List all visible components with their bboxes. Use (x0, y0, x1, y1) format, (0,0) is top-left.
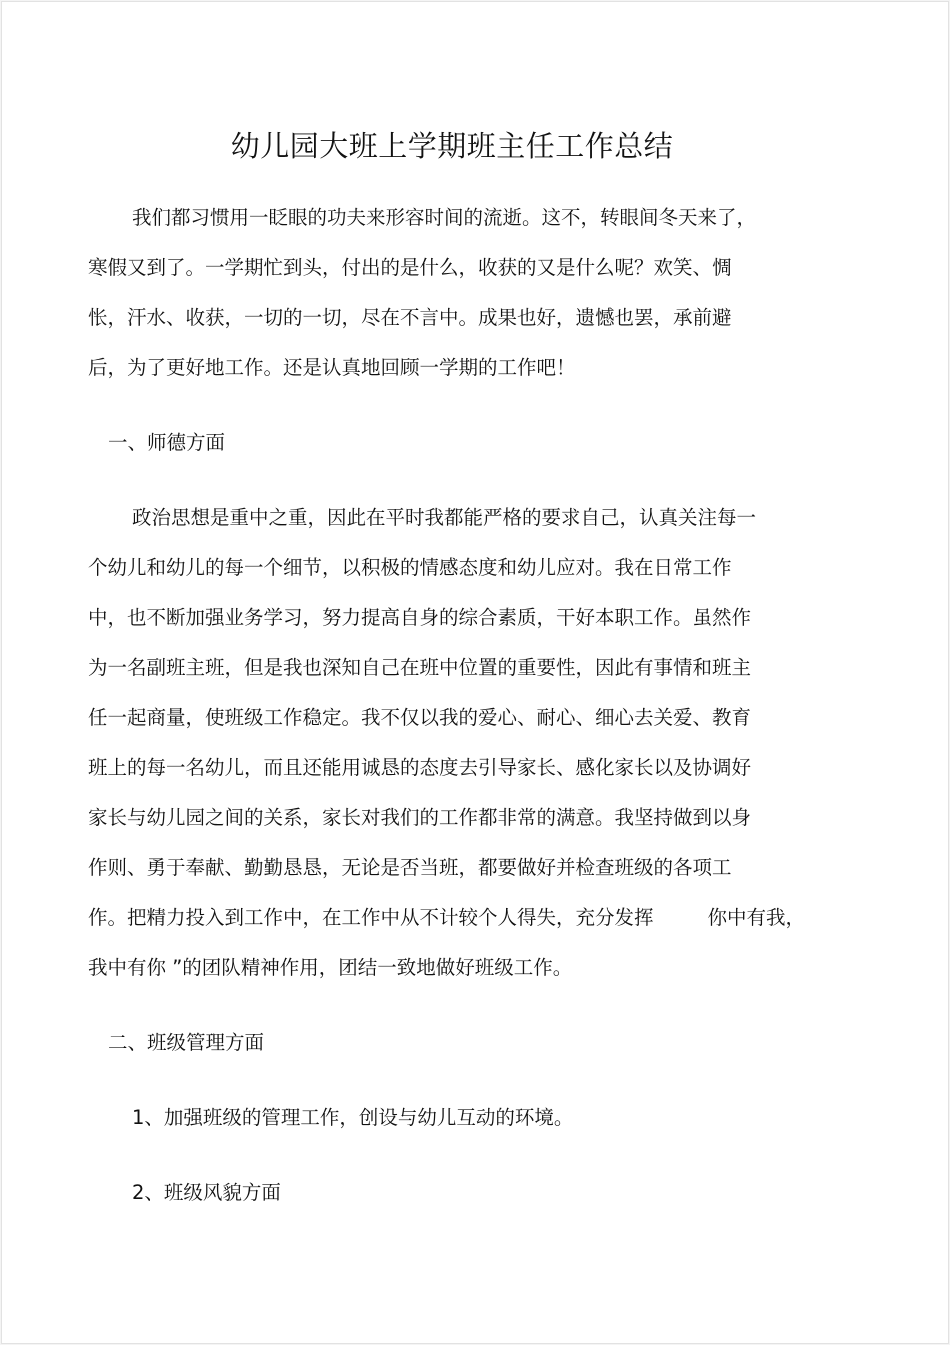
section-1-heading: 一、师德方面 (108, 431, 226, 454)
intro-line-3: 怅，汗水、收获，一切的一切，尽在不言中。成果也好，遗憾也罢，承前避 (88, 306, 732, 329)
section-1-line-5: 任一起商量，使班级工作稳定。我不仅以我的爱心、耐心、细心去关爱、教育 (88, 706, 752, 729)
section-2-heading: 二、班级管理方面 (108, 1031, 265, 1054)
intro-line-1: 我们都习惯用一眨眼的功夫来形容时间的流逝。这不，转眼间冬天来了， (132, 206, 757, 229)
section-2-item-1: 1、加强班级的管理工作，创设与幼儿互动的环境。 (132, 1106, 574, 1129)
intro-line-4: 后，为了更好地工作。还是认真地回顾一学期的工作吧！ (88, 356, 576, 379)
section-1-line-9-part-b: 你中有我， (707, 906, 806, 929)
section-1-line-7: 家长与幼儿园之间的关系，家长对我们的工作都非常的满意。我坚持做到以身 (88, 806, 752, 829)
section-1-line-2: 个幼儿和幼儿的每一个细节，以积极的情感态度和幼儿应对。我在日常工作 (88, 556, 732, 579)
section-2-item-2: 2、班级风貌方面 (132, 1181, 281, 1204)
section-1-line-8: 作则、勇于奉献、勤勤恳恳，无论是否当班，都要做好并检查班级的各项工 (88, 856, 732, 879)
intro-line-2: 寒假又到了。一学期忙到头，付出的是什么，收获的又是什么呢？欢笑、惆 (88, 256, 732, 279)
document-title: 幼儿园大班上学期班主任工作总结 (230, 129, 674, 163)
section-1-line-9-part-a: 作。把精力投入到工作中，在工作中从不计较个人得失，充分发挥 (88, 906, 654, 929)
section-1-line-9 (88, 905, 805, 931)
section-1-line-1: 政治思想是重中之重，因此在平时我都能严格的要求自己，认真关注每一 (132, 506, 757, 529)
section-1-line-6: 班上的每一名幼儿，而且还能用诚恳的态度去引导家长、感化家长以及协调好 (88, 756, 752, 779)
document-page (2, 2, 948, 1343)
section-1-line-4: 为一名副班主班，但是我也深知自己在班中位置的重要性，因此有事情和班主 (88, 656, 752, 679)
section-1-line-3: 中，也不断加强业务学习，努力提高自身的综合素质，干好本职工作。虽然作 (88, 606, 752, 629)
section-1-line-10: 我中有你 ”的团队精神作用，团结一致地做好班级工作。 (88, 956, 573, 979)
